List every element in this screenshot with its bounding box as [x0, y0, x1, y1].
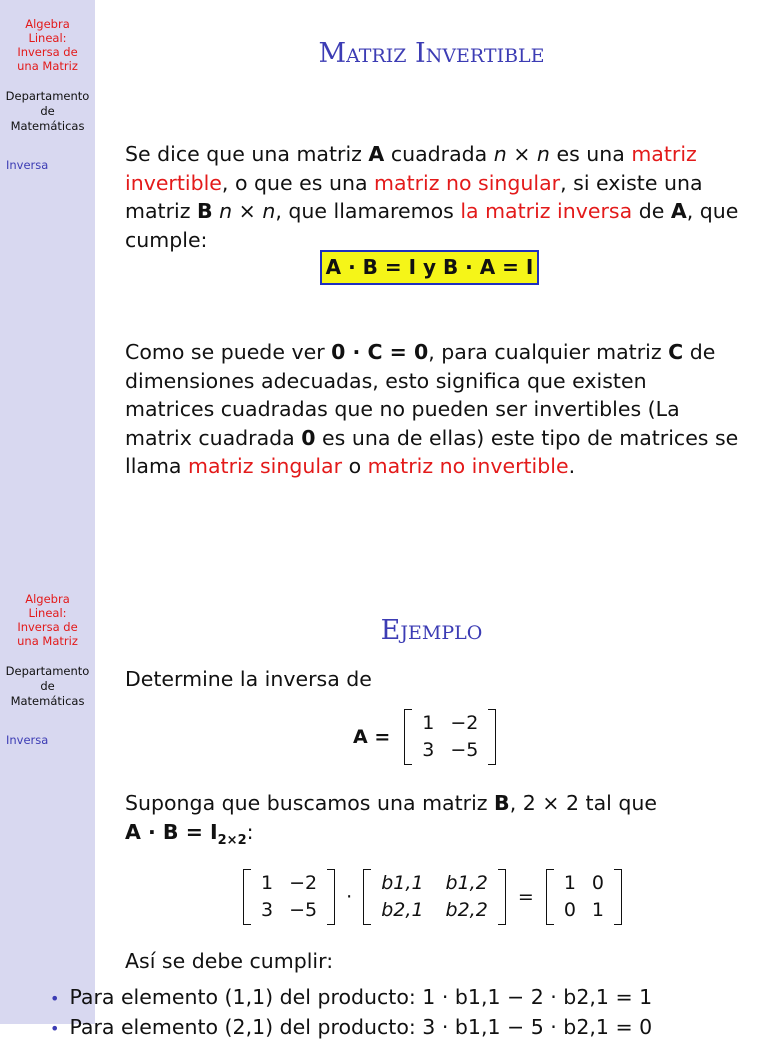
list-item: • Para elemento (1,1) del producto: 1 · b1,1 − 2 · b2,1 = 1 — [50, 983, 652, 1013]
must-hold-label: Así se debe cumplir: — [125, 949, 334, 973]
sidebar-title: Algebra Lineal: Inversa de una Matriz — [17, 592, 78, 648]
sidebar — [0, 0, 95, 575]
slide-1 — [95, 0, 768, 575]
example-intro: Determine la inversa de — [125, 667, 372, 691]
conditions-list — [50, 983, 652, 1043]
singular-paragraph: Como se puede ver 0 · C = 0, para cualquier matriz C de dimensiones adecuadas, esto significa que existen matrices cuadradas que no pueden ser invertibles (La matrix cuadrada 0 es una de ellas) este tipo de matrices se llama matriz singular o matriz no invertible. — [125, 340, 739, 478]
sidebar — [0, 575, 95, 1024]
matrix-identity: 1 0 0 1 — [546, 869, 622, 925]
sidebar-nav-inversa[interactable]: Inversa — [6, 158, 49, 172]
list-item: • Para elemento (2,1) del producto: 3 · b1,1 − 5 · b2,1 = 0 — [50, 1013, 652, 1043]
slide-2 — [95, 575, 768, 1024]
suppose-paragraph: Suponga que buscamos una matriz B, 2 × 2 tal que $A \cdot B = I_{2\times 2}$: — [125, 791, 657, 848]
product-equation: 1 −2 3 −5 · b1,1 b1,2 b2,1 b2,2 = 1 0 0 1 — [243, 869, 622, 925]
definition-paragraph: Se dice que una matriz A cuadrada n × n es una matriz invertible, o que es una matriz no singular, si existe una matriz B n × n, que llamaremos la matriz inversa de A, que cumple: — [125, 142, 739, 252]
matrix-B: b1,1 b1,2 b2,1 b2,2 — [363, 869, 506, 925]
sidebar-title: Algebra Lineal: Inversa de una Matriz — [17, 17, 78, 73]
sidebar-department: Departamento de Matemáticas — [5, 89, 90, 133]
sidebar-department: Departamento de Matemáticas — [5, 664, 90, 708]
slide-title: Ejemplo — [380, 615, 483, 646]
slide-title: Matriz Invertible — [318, 38, 545, 69]
matrix-A-equation: A = 1 −2 3 −5 — [353, 709, 496, 765]
matrix-A: 1 −2 3 −5 — [243, 869, 335, 925]
matrix-A: 1 −2 3 −5 — [404, 709, 496, 765]
boxed-equation: A · B = I y B · A = I — [320, 250, 539, 285]
sidebar-nav-inversa[interactable]: Inversa — [6, 733, 49, 747]
